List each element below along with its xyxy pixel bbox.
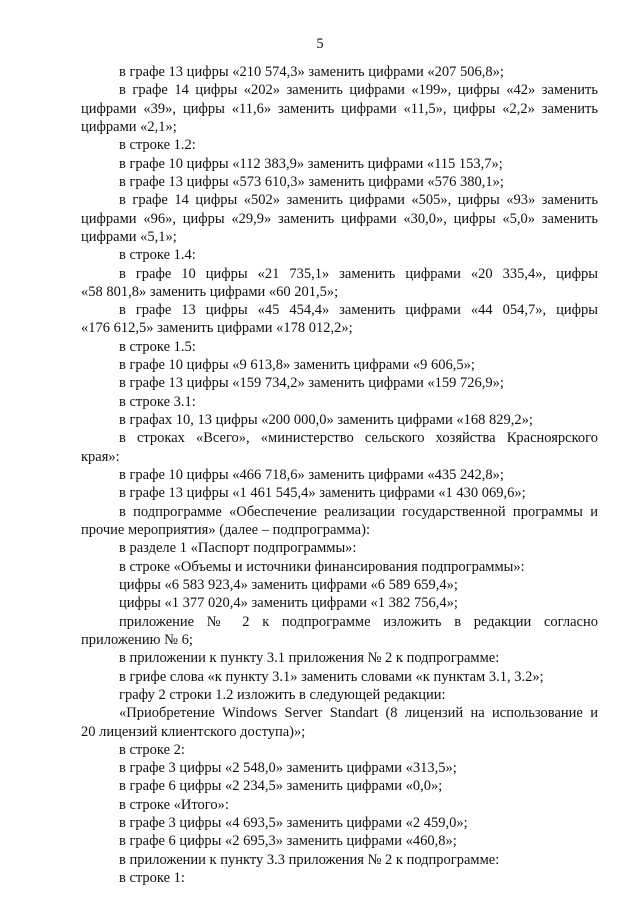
text-line: в графе 13 цифры «210 574,3» заменить цифрами «207 506,8»;: [119, 64, 504, 80]
text-line: в строке 2:: [119, 741, 185, 758]
text-line: цифрами «2,1»;: [81, 118, 177, 135]
text-line: в графе 10 цифры «21 735,1» заменить цифрами «20 335,4», цифры: [119, 265, 598, 282]
text-line: в приложении к пункту 3.3 приложения № 2 к подпрограмме:: [119, 851, 500, 868]
text-line: «176 612,5» заменить цифрами «178 012,2»;: [81, 320, 353, 337]
text-line: в строках «Всего», «министерство сельского хозяйства Красноярского: [119, 430, 598, 447]
text-line: в графе 6 цифры «2 695,3» заменить цифрами «460,8»;: [119, 833, 457, 850]
text-line: прочие мероприятия» (далее – подпрограмма):: [81, 522, 370, 538]
text-line: графу 2 строки 1.2 изложить в следующей редакции:: [119, 686, 446, 703]
text-line: в строке «Итого»:: [119, 796, 229, 813]
text-line: края»:: [81, 448, 120, 465]
text-line: в графе 10 цифры «9 613,8» заменить цифрами «9 606,5»;: [119, 357, 475, 374]
text-line: в графе 10 цифры «466 718,6» заменить цифрами «435 242,8»;: [119, 467, 504, 484]
text-line: в приложении к пункту 3.1 приложения № 2 к подпрограмме:: [119, 650, 500, 667]
text-line: в графе 13 цифры «1 461 545,4» заменить цифрами «1 430 069,6»;: [119, 485, 526, 502]
text-line: приложению № 6;: [81, 631, 193, 648]
text-line: в графе 14 цифры «502» заменить цифрами «505», цифры «93» заменить: [119, 192, 598, 209]
text-line: цифры «6 583 923,4» заменить цифрами «6 589 659,4»;: [119, 576, 458, 593]
text-line: цифрами «5,1»;: [81, 228, 177, 245]
text-line: в строке «Объемы и источники финансирования подпрограммы»:: [119, 558, 525, 575]
text-line: в строке 1.5:: [119, 338, 196, 355]
text-line: цифры «1 377 020,4» заменить цифрами «1 382 756,4»;: [119, 595, 458, 612]
text-line: в разделе 1 «Паспорт подпрограммы»:: [119, 540, 357, 557]
text-line: цифрами «96», цифры «29,9» заменить цифрами «30,0», цифры «5,0» заменить: [81, 210, 598, 227]
text-line: «Приобретение Windows Server Standart (8 лицензий на использование и: [119, 705, 598, 722]
text-line: в графе 10 цифры «112 383,9» заменить цифрами «115 153,7»;: [119, 155, 503, 172]
text-line: цифрами «39», цифры «11,6» заменить цифрами «11,5», цифры «2,2» заменить: [81, 100, 598, 117]
text-line: в строке 1.4:: [119, 247, 196, 264]
text-line: в графе 3 цифры «2 548,0» заменить цифрами «313,5»;: [119, 760, 457, 777]
text-line: в графе 13 цифры «45 454,4» заменить цифрами «44 054,7», цифры: [119, 302, 598, 319]
text-line: в графе 3 цифры «4 693,5» заменить цифрами «2 459,0»;: [119, 815, 468, 832]
text-line: в графах 10, 13 цифры «200 000,0» заменить цифрами «168 829,2»;: [119, 412, 533, 429]
text-line: 20 лицензий клиентского доступа)»;: [81, 723, 306, 740]
text-line: в грифе слова «к пункту 3.1» заменить словами «к пунктам 3.1, 3.2»;: [119, 668, 544, 685]
text-line: «58 801,8» заменить цифрами «60 201,5»;: [81, 283, 339, 300]
text-line: в графе 6 цифры «2 234,5» заменить цифрами «0,0»;: [119, 778, 443, 795]
text-line: в строке 1.2:: [119, 137, 196, 154]
page-number: 5: [316, 36, 324, 52]
text-line: в подпрограмме «Обеспечение реализации государственной программы и: [119, 503, 598, 520]
text-line: в графе 13 цифры «573 610,3» заменить цифрами «576 380,1»;: [119, 173, 504, 190]
text-line: в строке 3.1:: [119, 393, 196, 410]
text-line: в графе 14 цифры «202» заменить цифрами «199», цифры «42» заменить: [119, 82, 598, 99]
text-line: приложение № 2 к подпрограмме изложить в редакции согласно: [119, 613, 598, 630]
text-line: в графе 13 цифры «159 734,2» заменить цифрами «159 726,9»;: [119, 375, 504, 392]
text-line: в строке 1:: [119, 870, 185, 887]
